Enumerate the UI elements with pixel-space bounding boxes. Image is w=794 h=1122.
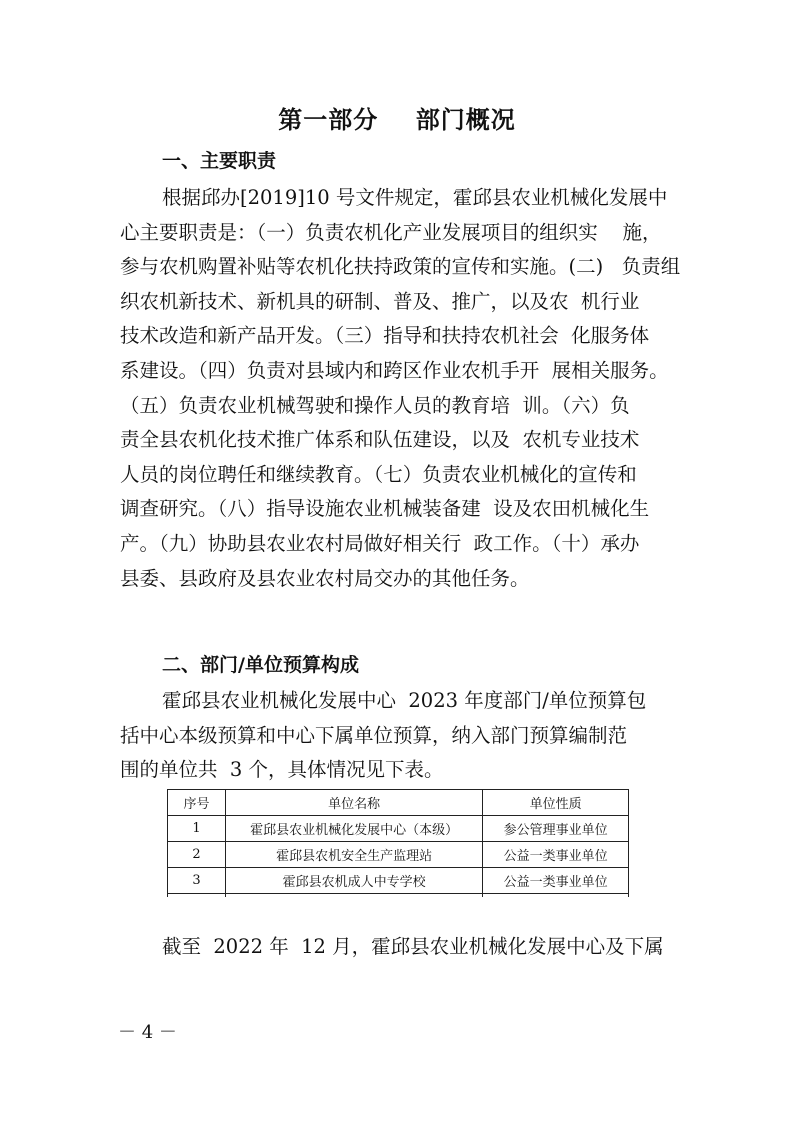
cell-unit-name: 霍邱县农业机械化发展中心（本级）: [226, 816, 483, 842]
table-tail-cell: [226, 894, 483, 898]
paragraph-line: 根据邱办[2019]10 号文件规定，霍邱县农业机械化发展中: [162, 186, 668, 209]
paragraph-line: 调查研究。（八）指导设施农业机械装备建 设及农田机械化生: [120, 497, 650, 521]
cell-unit-name: 霍邱县农机成人中专学校: [226, 868, 483, 894]
section-heading-main-duties: 一、主要职责: [162, 150, 277, 172]
cell-serial-number: 1: [168, 816, 226, 842]
paragraph-line: 县委、县政府及县农业农村局交办的其他任务。: [120, 566, 530, 590]
page-number: － 4 －: [118, 1022, 177, 1043]
budget-paragraph: [162, 684, 646, 719]
duties-paragraph: [162, 181, 667, 216]
header-serial-number: 序号: [168, 790, 226, 816]
paragraph-line: 围的单位共 3 个，具体情况见下表。: [120, 758, 444, 782]
table-row: [168, 868, 629, 894]
units-table: [167, 789, 629, 897]
paragraph-line: （五）负责农业机械驾驶和操作人员的教育培 训。（六）负: [120, 393, 630, 417]
paragraph-line: 参与农机购置补贴等农机化扶持政策的宣传和实施。(二) 负责组: [120, 255, 681, 279]
paragraph-line: 技术改造和新产品开发。（三）指导和扶持农机社会 化服务体: [120, 324, 650, 348]
table-tail-cell: [483, 894, 629, 898]
paragraph-line: 截至 2022 年 12 月，霍邱县农业机械化发展中心及下属: [162, 935, 664, 958]
cell-unit-type: 公益一类事业单位: [483, 842, 629, 868]
cell-unit-type: 参公管理事业单位: [483, 816, 629, 842]
cell-unit-name: 霍邱县农机安全生产监理站: [226, 842, 483, 868]
header-unit-name: 单位名称: [226, 790, 483, 816]
closing-paragraph: [162, 930, 664, 965]
cell-unit-type: 公益一类事业单位: [483, 868, 629, 894]
paragraph-line: 责全县农机化技术推广体系和队伍建设，以及 农机专业技术: [120, 428, 640, 452]
table-tail-row: [168, 894, 629, 898]
paragraph-line: 产。（九）协助县农业农村局做好相关行 政工作。（十）承办: [120, 531, 640, 555]
table-row: [168, 842, 629, 868]
paragraph-line: 心主要职责是：（一）负责农机化产业发展项目的组织实 施，: [120, 220, 662, 244]
cell-serial-number: 2: [168, 842, 226, 868]
header-unit-type: 单位性质: [483, 790, 629, 816]
paragraph-line: 霍邱县农业机械化发展中心 2023 年度部门/单位预算包: [162, 689, 647, 712]
cell-serial-number: 3: [168, 868, 226, 894]
section-heading-budget-composition: 二、部门/单位预算构成: [162, 654, 359, 676]
page-title: 第一部分 部门概况: [278, 106, 516, 134]
paragraph-line: 系建设。（四）负责对县域内和跨区作业农机手开 展相关服务。: [120, 358, 669, 382]
table-row: [168, 816, 629, 842]
budget-paragraph-continued: [120, 719, 627, 788]
duties-paragraph-continued: [120, 216, 680, 597]
paragraph-line: 织农机新技术、新机具的研制、普及、推广，以及农 机行业: [120, 289, 640, 313]
paragraph-line: 括中心本级预算和中心下属单位预算，纳入部门预算编制范: [120, 723, 628, 747]
paragraph-line: 人员的岗位聘任和继续教育。（七）负责农业机械化的宣传和: [120, 462, 637, 486]
table-tail-cell: [168, 894, 226, 898]
table-header-row: [168, 790, 629, 816]
